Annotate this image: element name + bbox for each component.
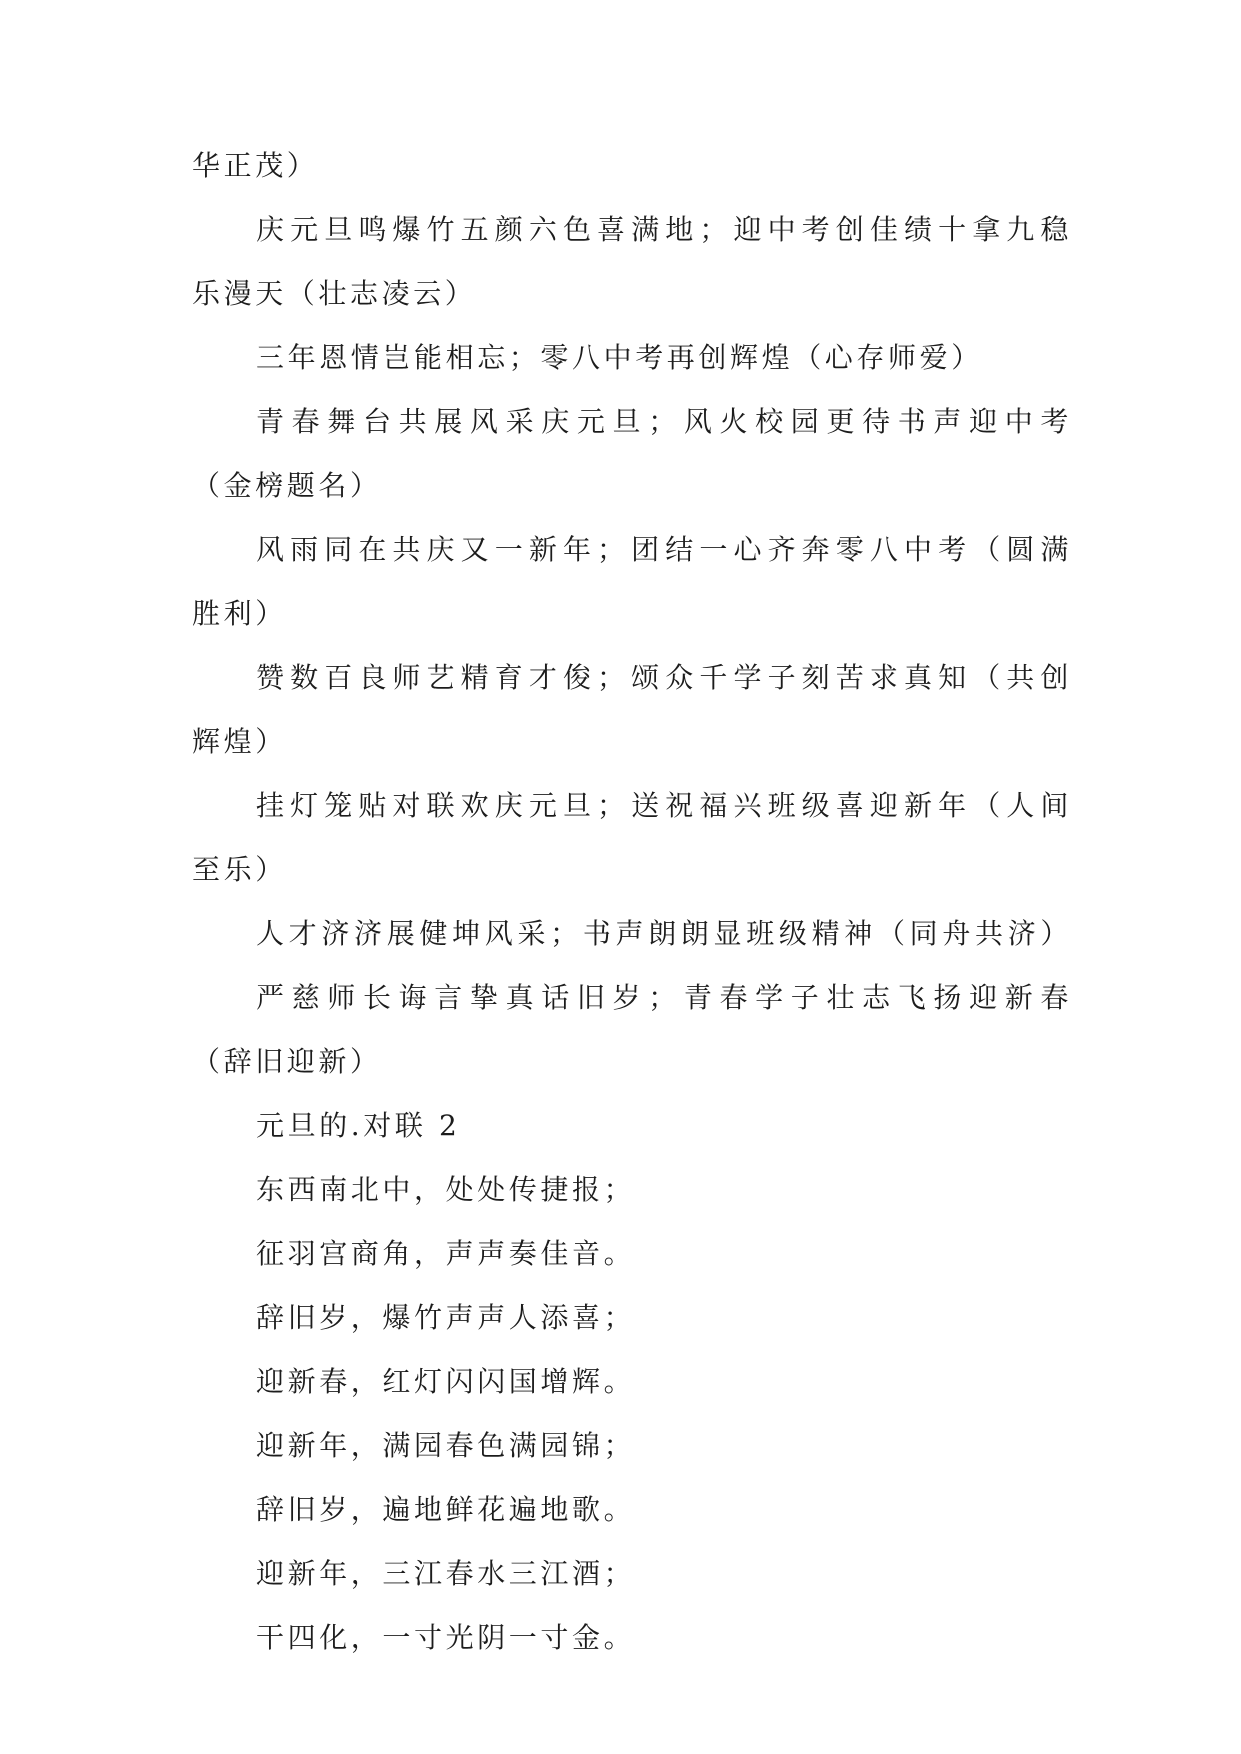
- text-line: 迎新年，三江春水三江酒；: [256, 1557, 636, 1590]
- text-line: 华正茂）: [192, 149, 319, 182]
- text-line: 元旦的.对联 2: [256, 1109, 461, 1142]
- text-line: 干四化，一寸光阴一寸金。: [256, 1621, 636, 1654]
- text-line: 赞数百良师艺精育才俊；颂众千学子刻苦求真知（共创: [256, 661, 1072, 694]
- document-body: [192, 150, 1072, 1686]
- text-line: 至乐）: [192, 853, 287, 886]
- text-line: 征羽宫商角，声声奏佳音。: [256, 1237, 636, 1270]
- text-line: 东西南北中，处处传捷报；: [256, 1173, 636, 1206]
- text-line: 迎新年，满园春色满园锦；: [256, 1429, 636, 1462]
- text-line: 风雨同在共庆又一新年；团结一心齐奔零八中考（圆满: [256, 533, 1072, 566]
- text-line: 青春舞台共展风采庆元旦；风火校园更待书声迎中考: [256, 405, 1072, 438]
- text-line: 辉煌）: [192, 725, 287, 758]
- text-line: 人才济济展健坤风采；书声朗朗显班级精神（同舟共济）: [256, 917, 1072, 950]
- text-line: 辞旧岁，爆竹声声人添喜；: [256, 1301, 636, 1334]
- text-line: （金榜题名）: [192, 469, 382, 502]
- text-line: 三年恩情岂能相忘；零八中考再创辉煌（心存师爱）: [256, 341, 983, 374]
- text-line: 辞旧岁，遍地鲜花遍地歌。: [256, 1493, 636, 1526]
- text-line: 庆元旦鸣爆竹五颜六色喜满地；迎中考创佳绩十拿九稳: [256, 213, 1072, 246]
- text-line: 迎新春，红灯闪闪国增辉。: [256, 1365, 636, 1398]
- text-line: 胜利）: [192, 597, 287, 630]
- text-line: （辞旧迎新）: [192, 1045, 382, 1078]
- text-line: 乐漫天（壮志凌云）: [192, 277, 477, 310]
- text-line: 挂灯笼贴对联欢庆元旦；送祝福兴班级喜迎新年（人间: [256, 789, 1072, 822]
- text-line: 严慈师长诲言挚真话旧岁；青春学子壮志飞扬迎新春: [256, 981, 1072, 1014]
